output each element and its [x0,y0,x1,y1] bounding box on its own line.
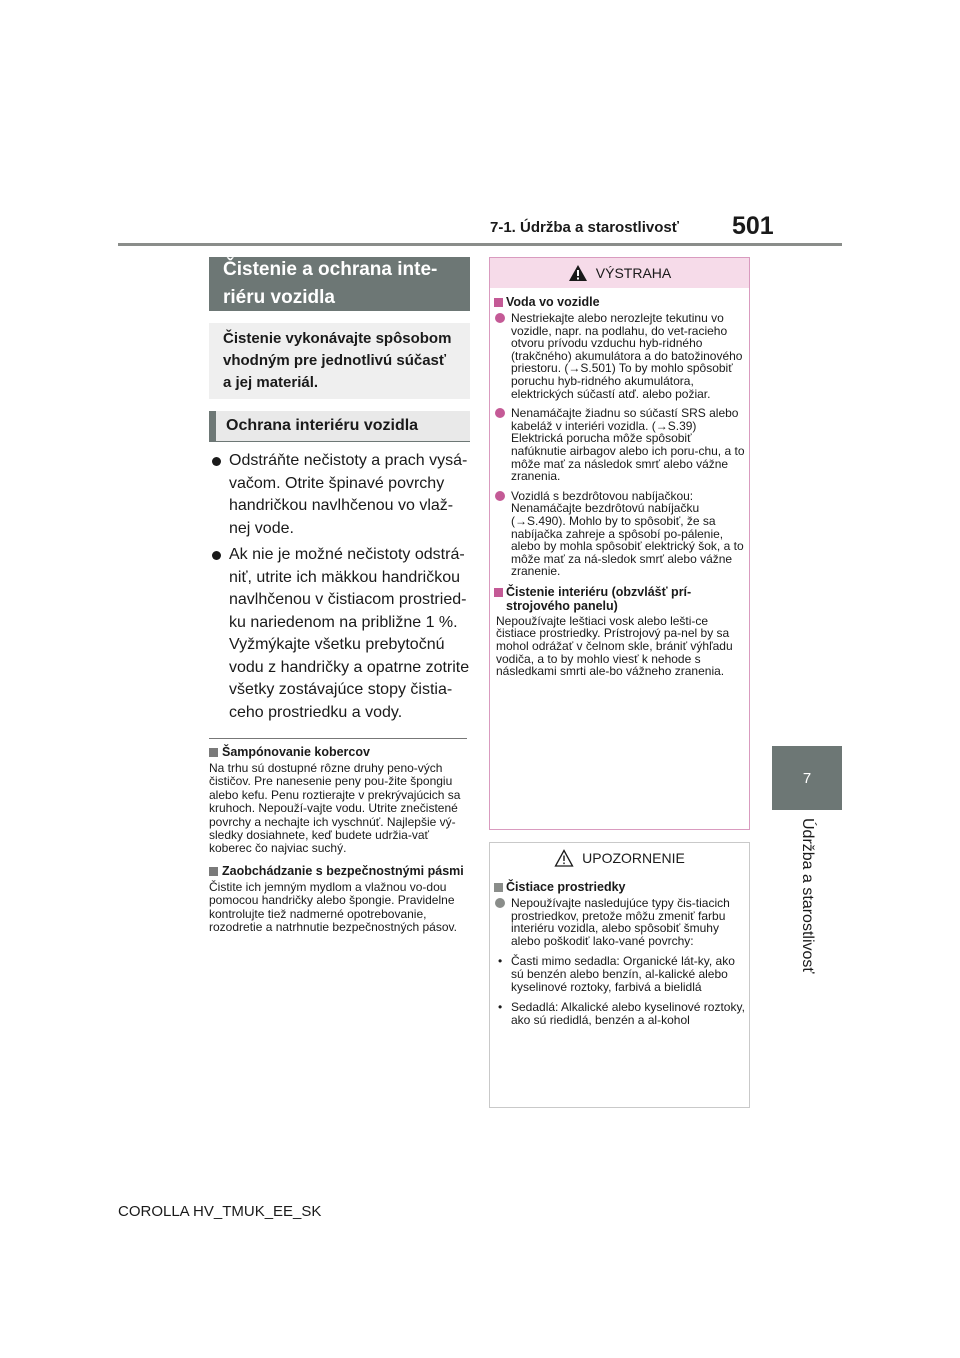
square-bullet-icon [494,298,503,307]
chapter-number: 7 [802,769,812,787]
square-bullet-icon [209,867,218,876]
seatbelt-body: Čistite ich jemným mydlom a vlažnou vo-dou pomocou handričky alebo špongie. Pravidelne kontrolujte tiež nadmerné opotrebovanie, rozodretie a natrhnutie bezpečnostných pásov. [209,879,457,935]
warning-label: VÝSTRAHA [595,265,672,281]
left-column [209,257,470,934]
carpet-body: Na trhu sú dostupné rôzne druhy peno-vých čističov. Pre nanesenie peny pou-žite špongiu alebo kefu. Penu roztierajte v prekrývajúcich sa kruhoch. Nepouží-vajte vodu. Utrite znečistené povrchy a nechajte ich vyschnúť. Najlepšie vý-sledky dosiahnete, keď budete udržia-vať koberec čo najviac suchý. [209,761,461,856]
subheading-underline [209,441,470,442]
warning-header [490,258,749,288]
seatbelt-section [209,864,470,935]
main-heading: Čistenie a ochrana inte-riéru vozidla [209,257,470,311]
interior-cleaning-body: Nepoužívajte leštiaci vosk alebo lešti-ce čistiace prostriedky. Prístrojový pa-nel by sa mohol odrážať v čelnom skle, brániť výhľadu vodiča, a to by mohlo viesť k nehode s následkami smrti ale-bo vážneho zranenia. [496,613,733,679]
footer-model: COROLLA HV_TMUK_EE_SK [118,1203,322,1220]
notice-item: Nepoužívajte nasledujúce typy čis-tiacich prostriedkov, pretože môžu zmeniť farbu interiéru vozidla, alebo spôsobiť šmuhy alebo poškodiť lako-vané povrchy: [494,897,747,947]
subheading: Ochrana interiéru vozidla [209,411,470,441]
chapter-side-label [784,818,830,1008]
interior-cleaning-title: Čistenie interiéru (obzvlášť prí-strojového panelu) [494,585,747,613]
notice-box [489,842,750,1108]
bullet-list [209,450,470,724]
notice-dash-item: • Sedadlá: Alkalické alebo kyselinové roztoky, ako sú riedidlá, benzén a al-kohol [498,1000,745,1027]
warning-item: Nenamáčajte žiadnu so súčastí SRS alebo kabeláž v interiéri vozidla. (→S.39) Elektrická porucha môže spôsobiť nafúknutie airbagov alebo ich poru-chu, a to môže mať za následok smrť alebo vážne zranenia. [494,407,747,483]
bullet-dot-icon [212,457,221,466]
water-section-title: Voda vo vozidle [494,295,747,309]
bullet-item: Ak nie je možné nečistoty odstrá-niť, utrite ich mäkkou handričkou navlhčenou v čistiacom prostried-ku nariedenom na približne 1 %. Vyžmýkajte všetku prebytočnú vodu z handričky a opatrne zotrite všetky zostávajúce stopy čistia-ceho prostriedku a vody. [209,544,470,724]
notice-header [490,843,749,873]
page-number: 501 [732,212,774,240]
notice-label: UPOZORNENIE [582,850,685,866]
circle-bullet-icon [495,408,505,418]
circle-bullet-icon [495,898,505,908]
intro-box: Čistenie vykonávajte spôsobom vhodným pre jednotlivú súčasť a jej materiál. [209,323,470,399]
section-divider [209,738,467,739]
bullet-item: Odstráňte nečistoty a prach vysá-vačom. Otrite špinavé povrchy handričkou navlhčenou vo vlaž-nej vode. [209,450,470,540]
circle-bullet-icon [495,313,505,323]
header-divider [118,243,842,246]
warning-item: Vozidlá s bezdrôtovou nabíjačkou: Nenamáčajte bezdrôtovú nabíjačku (→S.490). Mohlo by to spôsobiť, že sa nabíjačka zahreje a spôsobí po-pálenie, alebo by mohla spôsobiť elektrický šok, a to môže mať za ná-sledok smrť alebo vážne zranenie. [494,490,747,578]
notice-triangle-icon [554,849,574,867]
circle-bullet-icon [495,491,505,501]
chapter-tab[interactable] [772,746,842,810]
bullet-dot-icon [212,551,221,560]
carpet-section [209,745,470,856]
square-bullet-icon [494,883,503,892]
carpet-title: Šampónovanie kobercov [209,745,470,760]
cleaners-title: Čistiace prostriedky [494,880,747,894]
square-bullet-icon [494,588,503,597]
seatbelt-title: Zaobchádzanie s bezpečnostnými pásmi [209,864,470,879]
notice-dash-item: • Časti mimo sedadla: Organické lát-ky, ako sú benzén alebo benzín, al-kalické alebo kyselinové roztoky, farbivá a bielidlá [498,954,735,994]
square-bullet-icon [209,748,218,757]
warning-item: Nestriekajte alebo nerozlejte tekutinu vo vozidle, napr. na podlahu, do vet-racieho otvoru prívodu vzduchu hyb-ridného (trakčného) akumulátora a do batožinového priestoru. (→S.501) To by mohlo spôsobiť poruchu hyb-ridného akumulátora, elektrických súčastí atď. alebo požiar. [494,312,747,400]
warning-box [489,257,750,830]
chapter-title: Údržba a starostlivosť [799,818,816,974]
section-title: 7-1. Údržba a starostlivosť [490,219,679,236]
warning-triangle-icon [568,264,588,282]
